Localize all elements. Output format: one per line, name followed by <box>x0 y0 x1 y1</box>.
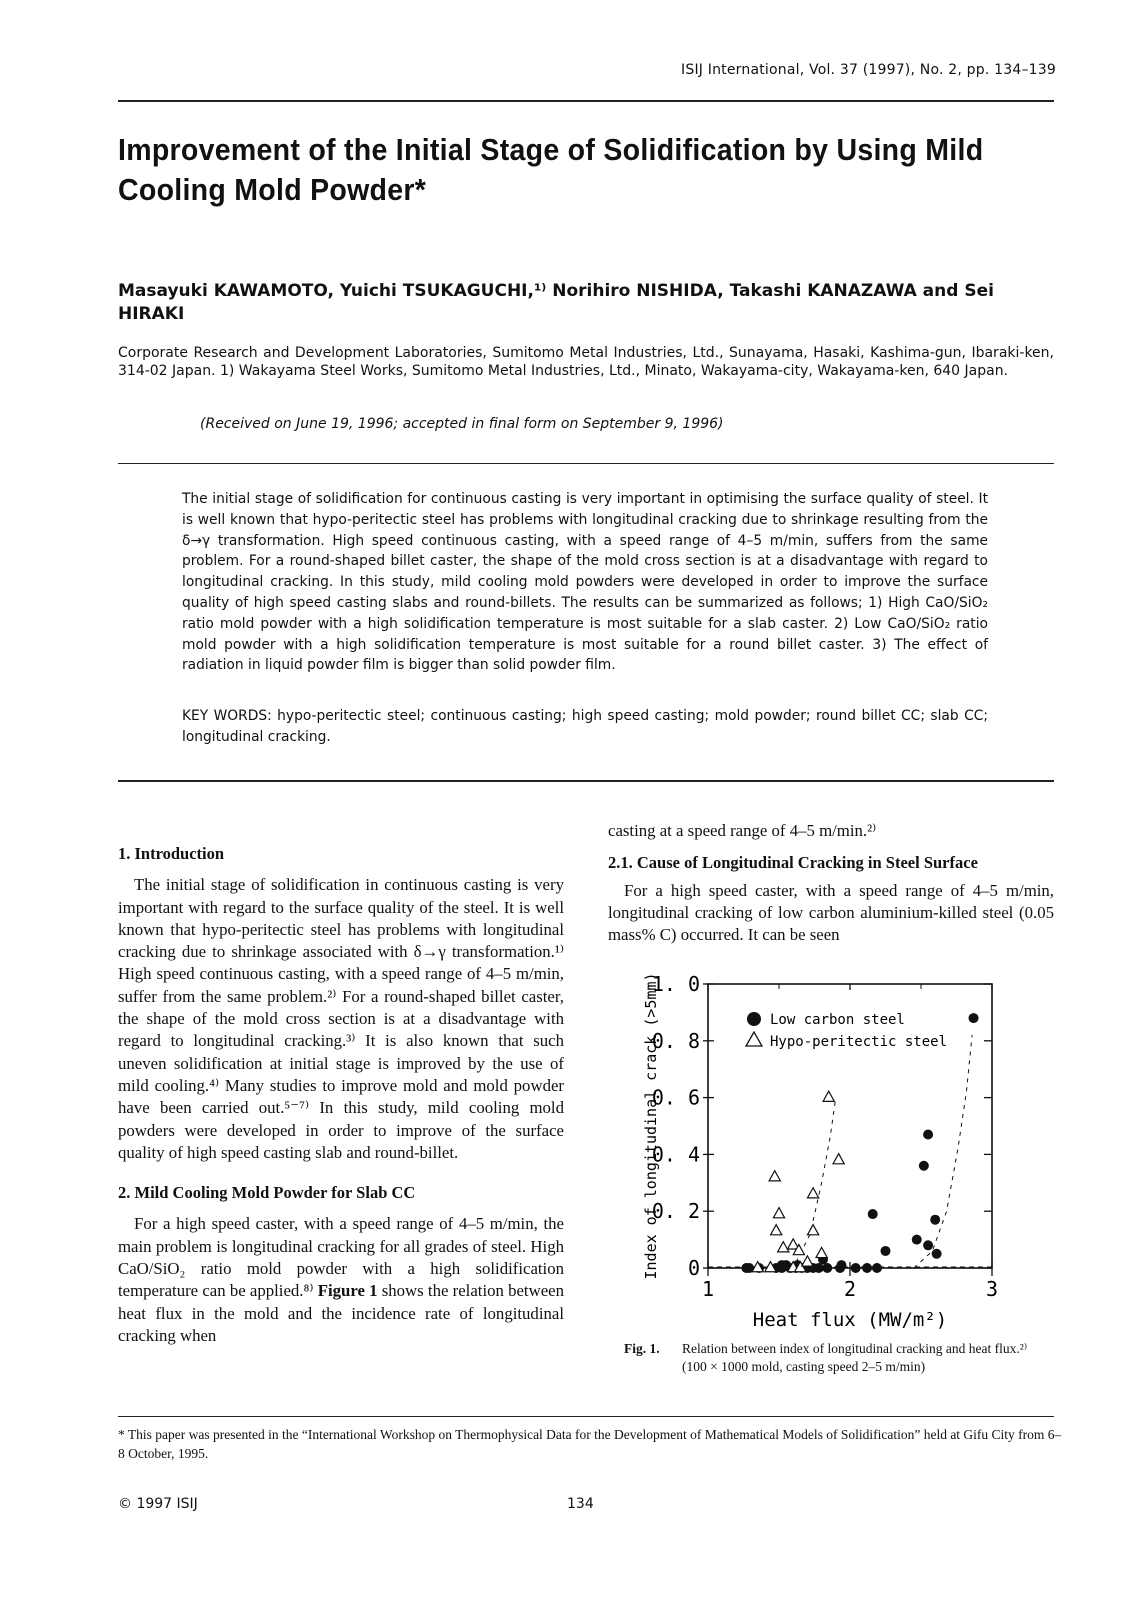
y-tick-label: 0. 6 <box>651 1085 700 1110</box>
copyright: © 1997 ISIJ <box>118 1496 198 1512</box>
low-carbon-steel-point <box>932 1249 942 1259</box>
low-carbon-steel-point <box>862 1263 872 1273</box>
figure-label: Fig. 1. <box>624 1341 660 1356</box>
low-carbon-steel-point <box>777 1260 787 1270</box>
legend-label-hypo-peritectic: Hypo-peritectic steel <box>770 1034 948 1050</box>
continued-text: casting at a speed range of 4–5 m/min.²⁾ <box>608 821 877 840</box>
right-column <box>608 820 1054 946</box>
scatter-chart <box>608 960 1048 1340</box>
x-tick-label: 3 <box>985 1277 999 1301</box>
keywords: KEY WORDS: hypo-peritectic steel; continuous casting; high speed casting; mold powder; round billet CC; slab CC; longitudinal cracking. <box>182 708 988 745</box>
trend-curve-2 <box>914 1035 972 1268</box>
x-axis-label: Heat flux (MW/m²) <box>752 1309 948 1331</box>
page-title: Improvement of the Initial Stage of Solidification by Using Mild Cooling Mold Powder* <box>118 132 984 207</box>
y-tick-label: 0. 8 <box>651 1028 700 1053</box>
journal-citation: ISIJ International, Vol. 37 (1997), No. 2, pp. 134–139 <box>681 62 1056 78</box>
footnote: * This paper was presented in the “International Workshop on Thermophysical Data for the Development of Mathematical Models of Solidification” held at Gifu City from 6–8 October, 1995. <box>118 1427 1062 1461</box>
low-carbon-steel-point <box>836 1260 846 1270</box>
affiliation: Corporate Research and Development Laboratories, Sumitomo Metal Industries, Ltd., Sunayama, Hasaki, Kashima-gun, Ibaraki-ken, 314-02 Japan. 1) Wakayama Steel Works, Sumitomo Metal Industries, Ltd., Minato, Wakayama-city, Wakayama-ken, 640 Japan. <box>118 345 1054 379</box>
figure-1 <box>608 960 1048 1340</box>
hypo-peritectic-steel-point <box>769 1171 780 1181</box>
y-tick-label: 1. 0 <box>651 972 700 996</box>
legend-label-low-carbon: Low carbon steel <box>770 1012 905 1028</box>
mild-cooling-paragraph <box>118 1213 564 1347</box>
header-rule <box>118 100 1054 102</box>
cause-paragraph: For a high speed caster, with a speed range of 4–5 m/min, longitudinal cracking of low carbon aluminium-killed steel (0.05 mass% C) occurred. It can be seen <box>608 880 1054 945</box>
figure-caption <box>624 1340 1044 1376</box>
trend-curve-1 <box>779 1098 836 1268</box>
hypo-peritectic-steel-point <box>771 1225 782 1235</box>
y-tick-label: 0. 4 <box>651 1142 700 1167</box>
low-carbon-steel-point <box>923 1130 933 1140</box>
x-tick-label: 1 <box>701 1277 715 1301</box>
figure-caption-note: (100 × 1000 mold, casting speed 2–5 m/min) <box>682 1359 926 1374</box>
hypo-peritectic-steel-point <box>807 1188 818 1198</box>
footnote-rule <box>118 1416 1054 1417</box>
hypo-peritectic-steel-point <box>773 1208 784 1218</box>
received-dates: (Received on June 19, 1996; accepted in final form on September 9, 1996) <box>200 416 724 432</box>
legend-marker-low-carbon <box>747 1012 761 1026</box>
hypo-peritectic-steel-point <box>816 1247 827 1257</box>
low-carbon-steel-point <box>822 1263 832 1273</box>
y-tick-label: 0. 2 <box>651 1199 700 1224</box>
section-heading-introduction: 1. Introduction <box>118 844 225 863</box>
mild-cooling-text: For a high speed caster, with a speed range of 4–5 m/min, the main problem is longitudinal cracking for all grades of steel. High CaO/SiO₂ ratio mold powder with a high solidification temperature can be applied.⁸⁾ <box>118 1214 564 1301</box>
low-carbon-steel-point <box>881 1246 891 1256</box>
page-number: 134 <box>567 1496 594 1512</box>
low-carbon-steel-point <box>969 1013 979 1023</box>
low-carbon-steel-point <box>919 1161 929 1171</box>
y-axis-label: Index of longitudinal crack (>5mm) <box>642 972 660 1280</box>
hypo-peritectic-steel-point <box>823 1091 834 1101</box>
section-heading-mild-cooling: 2. Mild Cooling Mold Powder for Slab CC <box>118 1183 416 1203</box>
left-column <box>118 843 564 1347</box>
intro-paragraph: The initial stage of solidification in continuous casting is very important with regard to the surface quality of the steel. It is well known that hypo-peritectic steel has problems with longitudinal cracking due to shrinkage associated with δ→γ transformation.¹⁾ High speed continuous casting, with a speed range of 4–5 m/min, suffer from the same problem.²⁾ For a round-shaped billet caster, the shape of the mold cross section is at a disadvantage with regard to longitudinal cracking.³⁾ It is also known that such uneven solidification at initial stage is improved by the use of mild cooling.⁴⁾ Many studies to improve mold and mold powder have been carried out.⁵⁻⁷⁾ In this study, mild cooling mold powders were developed in order to improve of the surface quality of high speed casting slab and round-billet. <box>118 875 564 1162</box>
abstract-bottom-rule <box>118 780 1054 782</box>
low-carbon-steel-point <box>814 1263 824 1273</box>
abstract: The initial stage of solidification for continuous casting is very important in optimising the surface quality of steel. It is well known that hypo-peritectic steel has problems with longitudinal cracking due to shrinkage resulting from the δ→γ transformation. High speed continuous casting, with a speed range of 4–5 m/min, suffers from the same problem. For a round-shaped billet caster, the shape of the mold cross section is at a disadvantage with regard to longitudinal cracking. In this study, mild cooling mold powders were developed in order to improve the surface quality of high speed casting slabs and round-billets. The results can be summarized as follows; 1) High CaO/SiO₂ ratio mold powder with a high solidification temperature is most suitable for a slab caster. 2) Low CaO/SiO₂ ratio mold powder with a high solidification temperature is most suitable for a round billet caster. 3) The effect of radiation in liquid powder film is bigger than solid powder film. <box>182 491 988 674</box>
hypo-peritectic-steel-point <box>807 1225 818 1235</box>
low-carbon-steel-point <box>912 1235 922 1245</box>
mild-cooling-text-rest: shows the relation between heat flux in the mold and the incidence rate of longitudinal cracking when <box>118 1281 565 1345</box>
hypo-peritectic-steel-point <box>833 1154 844 1164</box>
low-carbon-steel-point <box>930 1215 940 1225</box>
abstract-top-rule <box>118 463 1054 464</box>
hypo-peritectic-steel-point <box>802 1256 813 1266</box>
legend-marker-hypo-peritectic <box>746 1032 762 1046</box>
hypo-peritectic-steel-point <box>778 1242 789 1252</box>
low-carbon-steel-point <box>923 1240 933 1250</box>
y-tick-label: 0 <box>687 1256 700 1280</box>
low-carbon-steel-point <box>851 1263 861 1273</box>
figure-caption-text: Relation between index of longitudinal cracking and heat flux.²⁾ <box>682 1341 1028 1356</box>
section-heading-cause: 2.1. Cause of Longitudinal Cracking in Steel Surface <box>608 853 978 873</box>
x-tick-label: 2 <box>843 1277 857 1301</box>
low-carbon-steel-point <box>868 1209 878 1219</box>
author-list: Masayuki KAWAMOTO, Yuichi TSUKAGUCHI,¹⁾ Norihiro NISHIDA, Takashi KANAZAWA and Sei HIRAKI <box>118 281 994 324</box>
figure-reference: Figure 1 <box>317 1281 378 1301</box>
low-carbon-steel-point <box>872 1263 882 1273</box>
